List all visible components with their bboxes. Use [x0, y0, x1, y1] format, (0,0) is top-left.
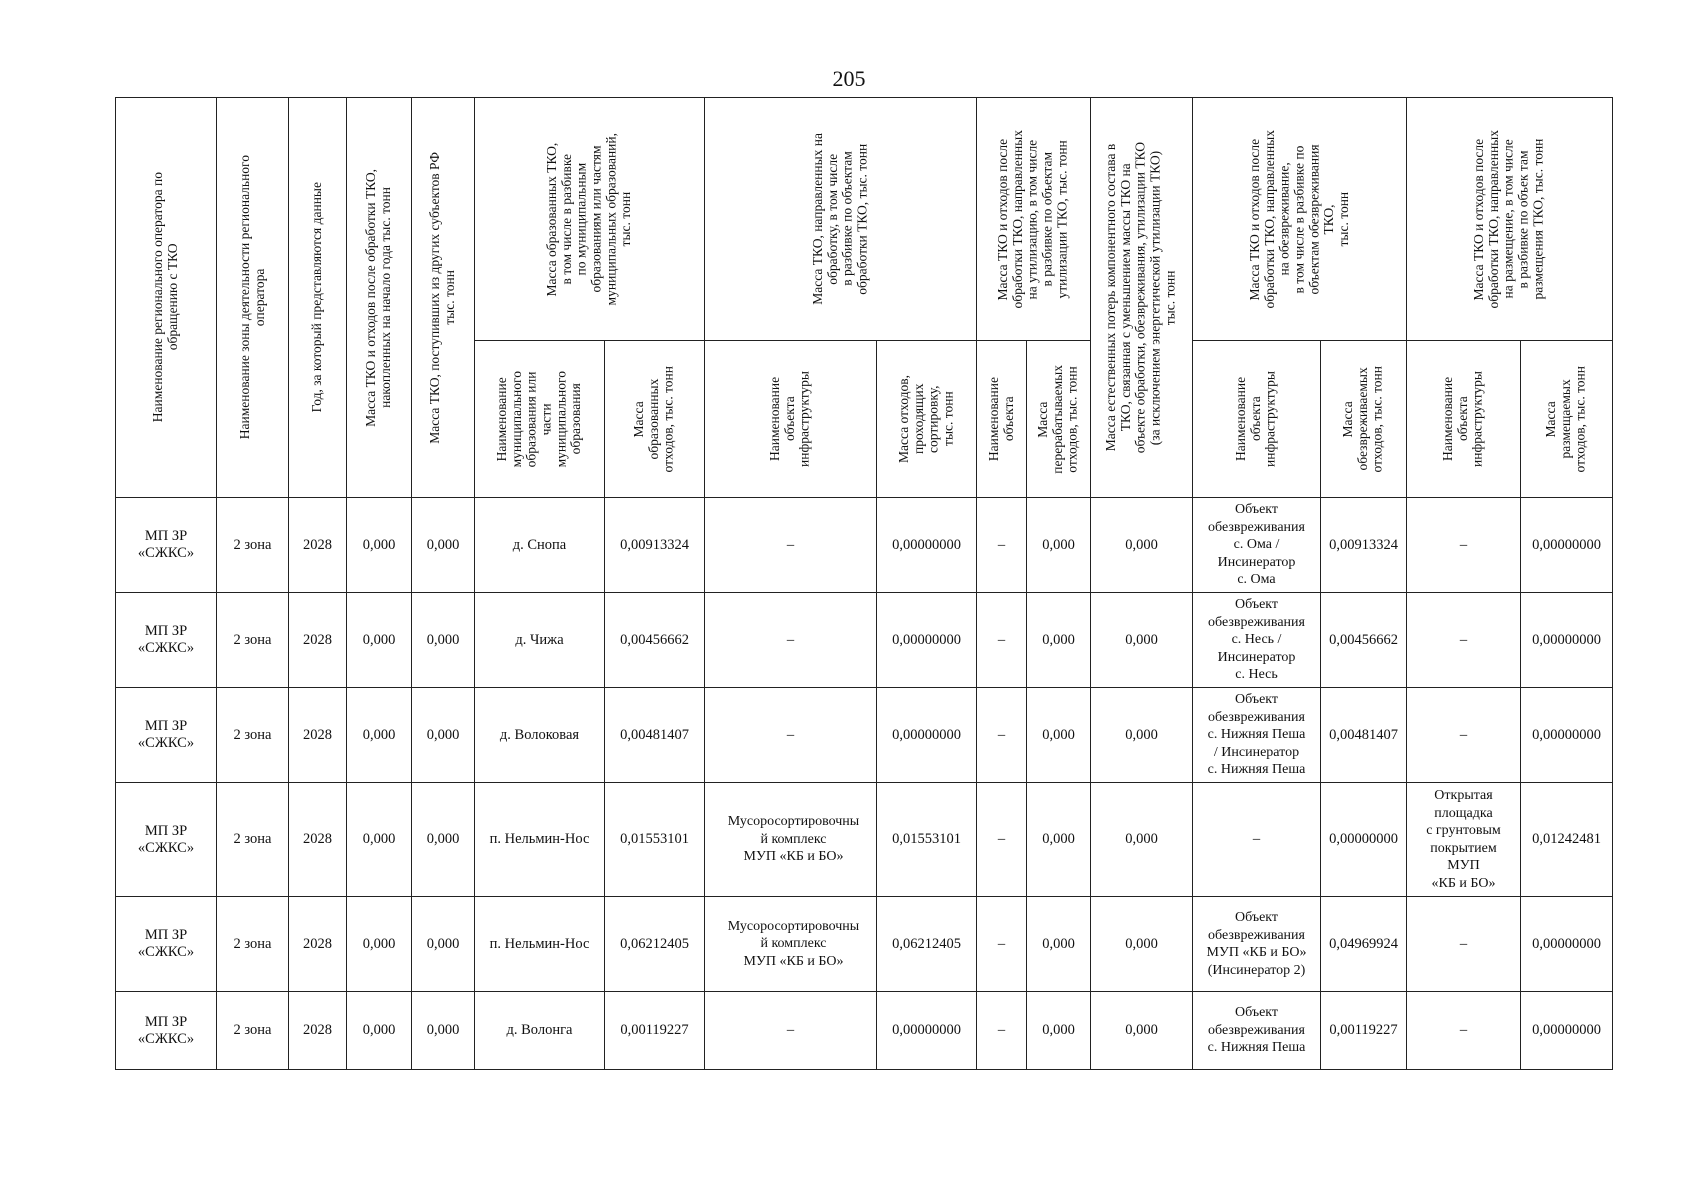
cell-neutralization-name: –: [1193, 783, 1321, 897]
cell-formed-mass: 0,00913324: [605, 498, 705, 593]
header-placement-mass: Масса размещаемых отходов, тыс. тонн: [1521, 341, 1613, 498]
table-row: [116, 783, 1613, 897]
cell-formed-mass: 0,00481407: [605, 688, 705, 783]
cell-municipality: д. Волонга: [475, 992, 605, 1070]
cell-neutralization-mass: 0,04969924: [1321, 897, 1407, 992]
cell-zone: 2 зона: [217, 498, 289, 593]
page-number: 205: [832, 66, 866, 91]
header-neutralization-name: Наименование объекта инфраструктуры: [1193, 341, 1321, 498]
cell-mass-other: 0,000: [412, 897, 475, 992]
header-utilization-mass: Масса перерабатываемых отходов, тыс. тонн: [1027, 341, 1091, 498]
cell-year: 2028: [289, 593, 347, 688]
cell-operator: МП ЗР «СЖКС»: [116, 498, 217, 593]
cell-losses: 0,000: [1091, 498, 1193, 593]
cell-municipality: д. Чижа: [475, 593, 605, 688]
cell-mass-start: 0,000: [347, 992, 412, 1070]
waste-mass-table: [115, 97, 1613, 1070]
table-row: [116, 897, 1613, 992]
cell-losses: 0,000: [1091, 992, 1193, 1070]
cell-operator: МП ЗР «СЖКС»: [116, 897, 217, 992]
cell-neutralization-name: Объект обезвреживания с. Нижняя Пеша / Инсинератор с. Нижняя Пеша: [1193, 688, 1321, 783]
header-neutralization-group: Масса ТКО и отходов после обработки ТКО, направленных на обезвреживание, в том числе в разбивке по объектам обезвреживания ТКО, тыс. тонн: [1193, 98, 1407, 341]
cell-neutralization-mass: 0,00000000: [1321, 783, 1407, 897]
cell-year: 2028: [289, 897, 347, 992]
header-mass-start: Масса ТКО и отходов после обработки ТКО, накопленных на начало года тыс. тонн: [347, 98, 412, 498]
cell-municipality: п. Нельмин-Нос: [475, 897, 605, 992]
cell-zone: 2 зона: [217, 783, 289, 897]
cell-municipality: д. Снопа: [475, 498, 605, 593]
cell-mass-start: 0,000: [347, 688, 412, 783]
cell-utilization-name: –: [977, 498, 1027, 593]
cell-placement-mass: 0,00000000: [1521, 992, 1613, 1070]
cell-placement-name: –: [1407, 498, 1521, 593]
header-zone: Наименование зоны деятельности регионального оператора: [217, 98, 289, 498]
cell-zone: 2 зона: [217, 897, 289, 992]
cell-operator: МП ЗР «СЖКС»: [116, 992, 217, 1070]
cell-placement-mass: 0,00000000: [1521, 897, 1613, 992]
cell-operator: МП ЗР «СЖКС»: [116, 783, 217, 897]
cell-zone: 2 зона: [217, 992, 289, 1070]
cell-processing-mass: 0,00000000: [877, 593, 977, 688]
cell-processing-name: –: [705, 992, 877, 1070]
cell-operator: МП ЗР «СЖКС»: [116, 688, 217, 783]
header-processing-group: Масса ТКО, направленных на обработку, в том числе в разбивке по объектам обработки ТКО, тыс. тонн: [705, 98, 977, 341]
cell-placement-name: Открытая площадка с грунтовым покрытием МУП «КБ и БО»: [1407, 783, 1521, 897]
header-mass-other-regions: Масса ТКО, поступивших из других субъектов РФ тыс. тонн: [412, 98, 475, 498]
header-formed-group: Масса образованных ТКО, в том числе в разбивке по муниципальным образованиям или частям муниципальных образований, тыс. тонн: [475, 98, 705, 341]
header-neutralization-mass: Масса обезвреживаемых отходов, тыс. тонн: [1321, 341, 1407, 498]
cell-processing-name: Мусоросортировочны й комплекс МУП «КБ и БО»: [705, 783, 877, 897]
cell-year: 2028: [289, 688, 347, 783]
header-processing-mass: Масса отходов, проходящих сортировку, тыс. тонн: [877, 341, 977, 498]
cell-municipality: п. Нельмин-Нос: [475, 783, 605, 897]
header-natural-losses: Масса естественных потерь компонентного состава в ТКО, связанная с уменьшением массы ТКО на объекте обработки, обезвреживания, утилизации ТКО (за исключением энергетической утилизации ТКО) тыс. тонн: [1091, 98, 1193, 498]
header-formed-name: Наименование муниципального образования или части муниципального образования: [475, 341, 605, 498]
cell-utilization-name: –: [977, 593, 1027, 688]
header-utilization-group: Масса ТКО и отходов после обработки ТКО, направленных на утилизацию, в том числе в разбивке по объектам утилизации ТКО, тыс. тонн: [977, 98, 1091, 341]
cell-mass-other: 0,000: [412, 593, 475, 688]
header-placement-name: Наименование объекта инфраструктуры: [1407, 341, 1521, 498]
cell-processing-mass: 0,01553101: [877, 783, 977, 897]
cell-neutralization-name: Объект обезвреживания МУП «КБ и БО» (Инсинератор 2): [1193, 897, 1321, 992]
cell-utilization-mass: 0,000: [1027, 498, 1091, 593]
cell-neutralization-name: Объект обезвреживания с. Несь / Инсинератор с. Несь: [1193, 593, 1321, 688]
table-row: [116, 688, 1613, 783]
cell-processing-mass: 0,00000000: [877, 992, 977, 1070]
cell-processing-name: –: [705, 498, 877, 593]
cell-placement-name: –: [1407, 897, 1521, 992]
cell-zone: 2 зона: [217, 688, 289, 783]
table-row: [116, 593, 1613, 688]
cell-neutralization-name: Объект обезвреживания с. Ома / Инсинератор с. Ома: [1193, 498, 1321, 593]
cell-formed-mass: 0,00456662: [605, 593, 705, 688]
cell-neutralization-mass: 0,00456662: [1321, 593, 1407, 688]
cell-processing-name: –: [705, 593, 877, 688]
cell-utilization-name: –: [977, 688, 1027, 783]
cell-placement-name: –: [1407, 593, 1521, 688]
cell-year: 2028: [289, 783, 347, 897]
cell-utilization-mass: 0,000: [1027, 783, 1091, 897]
cell-utilization-mass: 0,000: [1027, 688, 1091, 783]
cell-losses: 0,000: [1091, 783, 1193, 897]
cell-placement-name: –: [1407, 992, 1521, 1070]
cell-processing-mass: 0,06212405: [877, 897, 977, 992]
cell-mass-start: 0,000: [347, 498, 412, 593]
cell-operator: МП ЗР «СЖКС»: [116, 593, 217, 688]
header-year: Год, за который представляются данные: [289, 98, 347, 498]
header-placement-group: Масса ТКО и отходов после обработки ТКО, направленных на размещение, в том числе в разбивке по объек там размещения ТКО, тыс. тонн: [1407, 98, 1613, 341]
cell-losses: 0,000: [1091, 688, 1193, 783]
cell-year: 2028: [289, 992, 347, 1070]
cell-year: 2028: [289, 498, 347, 593]
cell-placement-mass: 0,00000000: [1521, 498, 1613, 593]
cell-mass-start: 0,000: [347, 593, 412, 688]
cell-processing-mass: 0,00000000: [877, 498, 977, 593]
cell-neutralization-mass: 0,00481407: [1321, 688, 1407, 783]
table-row: [116, 498, 1613, 593]
cell-mass-other: 0,000: [412, 992, 475, 1070]
cell-processing-name: Мусоросортировочны й комплекс МУП «КБ и БО»: [705, 897, 877, 992]
header-operator: Наименование регионального оператора по обращению с ТКО: [116, 98, 217, 498]
cell-utilization-mass: 0,000: [1027, 992, 1091, 1070]
cell-utilization-name: –: [977, 783, 1027, 897]
cell-neutralization-name: Объект обезвреживания с. Нижняя Пеша: [1193, 992, 1321, 1070]
cell-formed-mass: 0,01553101: [605, 783, 705, 897]
cell-formed-mass: 0,00119227: [605, 992, 705, 1070]
cell-processing-mass: 0,00000000: [877, 688, 977, 783]
header-formed-mass: Масса образованных отходов, тыс. тонн: [605, 341, 705, 498]
cell-mass-other: 0,000: [412, 498, 475, 593]
cell-losses: 0,000: [1091, 897, 1193, 992]
table-row: [116, 992, 1613, 1070]
cell-utilization-name: –: [977, 992, 1027, 1070]
cell-mass-start: 0,000: [347, 783, 412, 897]
cell-processing-name: –: [705, 688, 877, 783]
cell-utilization-mass: 0,000: [1027, 593, 1091, 688]
header-utilization-name: Наименование объекта: [977, 341, 1027, 498]
cell-placement-name: –: [1407, 688, 1521, 783]
cell-neutralization-mass: 0,00119227: [1321, 992, 1407, 1070]
cell-zone: 2 зона: [217, 593, 289, 688]
cell-utilization-mass: 0,000: [1027, 897, 1091, 992]
cell-utilization-name: –: [977, 897, 1027, 992]
cell-formed-mass: 0,06212405: [605, 897, 705, 992]
cell-placement-mass: 0,00000000: [1521, 593, 1613, 688]
cell-municipality: д. Волоковая: [475, 688, 605, 783]
cell-placement-mass: 0,01242481: [1521, 783, 1613, 897]
cell-neutralization-mass: 0,00913324: [1321, 498, 1407, 593]
cell-mass-start: 0,000: [347, 897, 412, 992]
cell-mass-other: 0,000: [412, 688, 475, 783]
header-processing-name: Наименование объекта инфраструктуры: [705, 341, 877, 498]
cell-mass-other: 0,000: [412, 783, 475, 897]
cell-losses: 0,000: [1091, 593, 1193, 688]
cell-placement-mass: 0,00000000: [1521, 688, 1613, 783]
